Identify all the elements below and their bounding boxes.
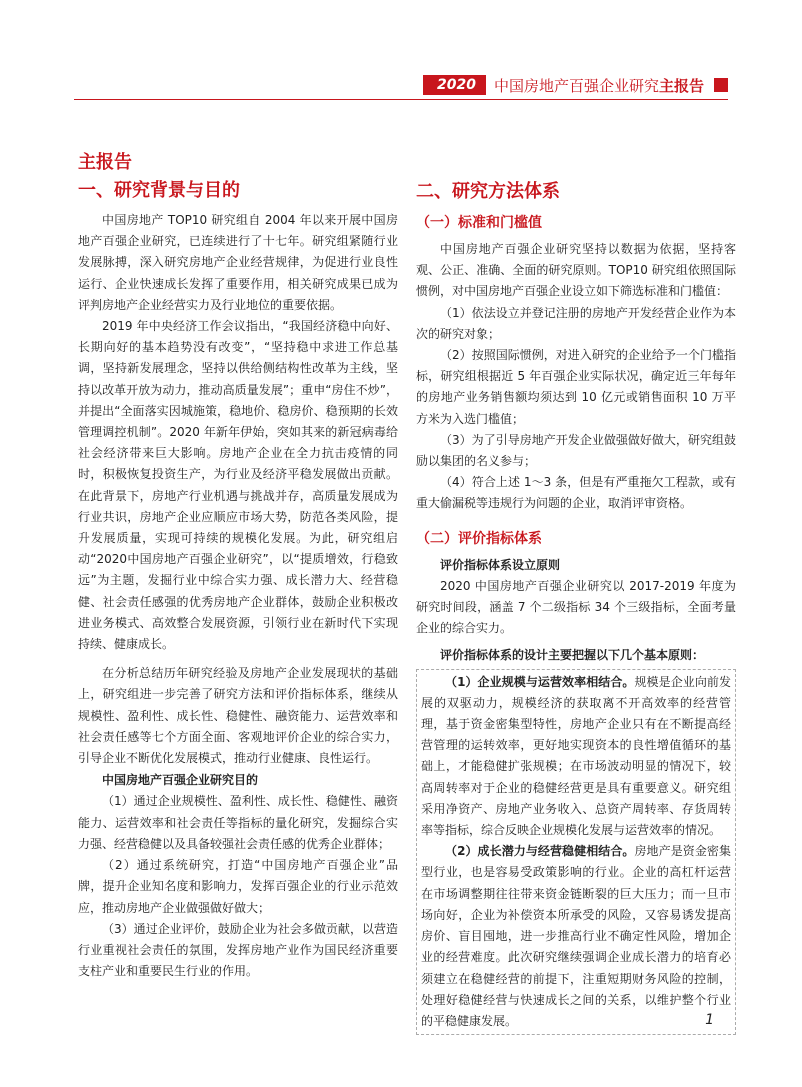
- principle-item: （2）成长潜力与经营稳健相结合。房地产是资金密集型行业，也是容易受政策影响的行业。企业的高杠杆运营在市场调整期往往带来资金链断裂的巨大压力；而一旦市场向好，企业为补偿资本所承受的风险，又容易诱发提高房价、盲目囤地，进一步推高行业不确定性风险，增加企业的经营难度。此次研究继续强调企业成长潜力的培育必须建立在稳健经营的前提下，注重短期财务风险的控制，处理好稳健经营与快速成长之间的关系，以维护整个行业的平稳健康发展。: [421, 844, 731, 1028]
- header-rule: [74, 99, 728, 100]
- page-number: 1: [705, 1012, 714, 1028]
- principle-heading: 评价指标体系设立原则: [440, 557, 561, 572]
- design-heading: 评价指标体系的设计主要把握以下几个基本原则：: [440, 648, 705, 663]
- purpose-heading: 中国房地产百强企业研究目的: [102, 773, 259, 788]
- purpose-item: （1）通过企业规模性、盈利性、成长性、稳健性、融资能力、运营效率和社会责任等指标的量化研究，发掘综合实力强、经营稳健以及具备较强社会责任感的优秀企业群体；: [78, 794, 398, 851]
- criteria-item: （2）按照国际惯例，对进入研究的企业给予一个门槛指标，研究组根据近 5 年百强企业实际状况，确定近三年每年的房地产业务销售额均须达到 10 亿元或销售面积 10 万平方米为入选门槛值；: [416, 348, 736, 426]
- paragraph: 在分析总结历年研究经验及房地产企业发展现状的基础上，研究组进一步完善了研究方法和评价指标体系，继续从规模性、盈利性、成长性、稳健性、融资能力、运营效率和社会责任感等七个方面全面、客观地评价企业的综合实力，引导企业不断优化发展模式，推动行业健康、良性运行。: [78, 666, 398, 766]
- header-year: 2020: [423, 75, 486, 95]
- purpose-item: （2）通过系统研究，打造“中国房地产百强企业”品牌，提升企业知名度和影响力，发挥百强企业的行业示范效应，推动房地产企业做强做好做大；: [78, 858, 398, 915]
- paragraph: 中国房地产 TOP10 研究组自 2004 年以来开展中国房地产百强企业研究，已连续进行了十七年。研究组紧随行业发展脉搏，深入研究房地产企业经营规律，为促进行业良性运行、企业快速成长发挥了重要作用，相关研究成果已成为评判房地产企业经营实力及行业地位的重要依据。: [78, 213, 398, 312]
- principle-item: （1）企业规模与运营效率相结合。规模是企业向前发展的双驱动力，规模经济的获取离不开高效率的经营管理，基于资金密集型特性，房地产企业只有在不断提高经营管理的运转效率，更好地实现资本的良性增值循环的基础上，才能稳健扩张规模；在市场波动明显的情况下，较高周转率对于企业的稳健经营更是具有重要意义。研究组采用净资产、房地产业务收入、总资产周转率、存货周转率等指标，综合反映企业规模化发展与运营效率的情况。: [421, 674, 731, 838]
- report-title: 主报告: [78, 152, 132, 173]
- header-title: 中国房地产百强企业研究主报告: [493, 76, 704, 95]
- section-2-title: 二、研究方法体系: [416, 181, 560, 202]
- subsection-1-title: （一）标准和门槛值: [416, 215, 542, 231]
- right-column: [416, 150, 736, 1035]
- paragraph: 中国房地产百强企业研究坚持以数据为依据，坚持客观、公正、准确、全面的研究原则。TOP10 研究组依照国际惯例，对中国房地产百强企业设立如下筛选标准和门槛值：: [416, 242, 736, 299]
- section-1-title: 一、研究背景与目的: [78, 180, 240, 201]
- criteria-item: （1）依法设立并登记注册的房地产开发经营企业作为本次的研究对象；: [416, 305, 736, 341]
- principles-box: [416, 669, 736, 1035]
- criteria-item: （4）符合上述 1～3 条，但是有严重拖欠工程款，或有重大偷漏税等违规行为问题的企业，取消评审资格。: [416, 475, 736, 511]
- subsection-2-title: （二）评价指标体系: [416, 530, 542, 547]
- paragraph: 2020 中国房地产百强企业研究以 2017-2019 年度为研究时间段，涵盖 7 个二级指标 34 个三级指标，全面考量企业的综合实力。: [416, 578, 736, 636]
- running-header: [423, 74, 728, 96]
- purpose-item: （3）通过企业评价，鼓励企业为社会多做贡献，以营造行业重视社会责任的氛围，发挥房地产业作为国民经济重要支柱产业和重要民生行业的作用。: [78, 921, 398, 979]
- left-column: [78, 150, 398, 982]
- criteria-item: （3）为了引导房地产开发企业做强做好做大，研究组鼓励以集团的名义参与；: [416, 432, 736, 469]
- header-square-mark: [714, 78, 728, 92]
- paragraph: 2019 年中央经济工作会议指出，“我国经济稳中向好、长期向好的基本趋势没有改变”，“坚持稳中求进工作总基调，坚持新发展理念，坚持以供给侧结构性改革为主线，坚持以改革开放为动力，推动高质量发展”；重申“房住不炒”，并提出“全面落实因城施策，稳地价、稳房价、稳预期的长效管理调控机制”。2020 年新年伊始，突如其来的新冠病毒给社会经济带来巨大影响。房地产企业在全力抗击疫情的同时，积极恢复投资生产，为行业及经济平稳发展做出贡献。在此背景下，房地产行业机遇与挑战并存，高质量发展成为行业共识，房地产企业应顺应市场大势，防范各类风险，提升发展质量，实现可持续的规模化发展。为此，研究组启动“2020中国房地产百强企业研究”，以“提质增效，行稳致远”为主题，发掘行业中综合实力强、成长潜力大、经营稳健、社会责任感强的优秀房地产企业群体，鼓励企业积极改进业务模式、高效整合发展资源，引领行业在新时代下实现持续、健康成长。: [78, 319, 398, 652]
